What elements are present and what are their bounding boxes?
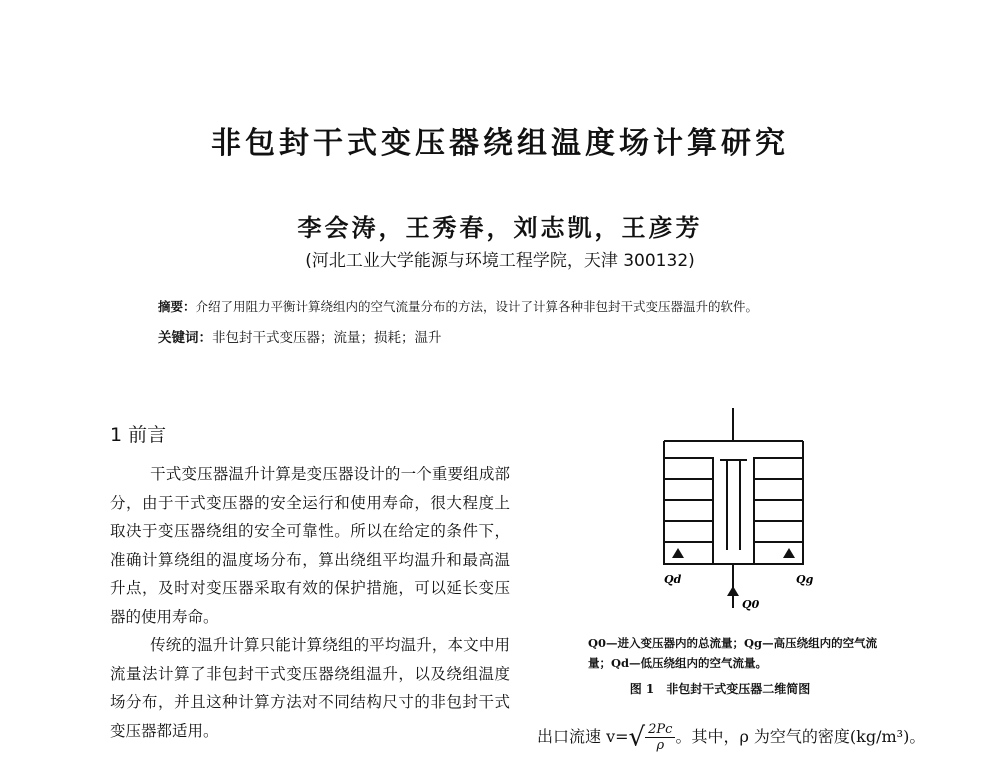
- transformer-diagram: [620, 408, 850, 613]
- label-qd: Qd: [664, 573, 682, 586]
- section-heading: 1 前言: [110, 424, 167, 446]
- paragraph-2: [110, 631, 510, 745]
- keywords-text: 非包封干式变压器；流量；损耗；温升: [212, 330, 442, 346]
- keywords: [158, 326, 442, 346]
- label-q0: Q0: [742, 598, 760, 611]
- formula-line: [537, 722, 925, 753]
- paper-title: 非包封干式变压器绕组温度场计算研究: [211, 126, 789, 161]
- arrow-qg: [783, 548, 795, 558]
- abstract-label: 摘要：: [158, 299, 196, 314]
- abstract: [158, 297, 758, 315]
- formula-denominator: ρ: [656, 738, 665, 753]
- keywords-label: 关键词：: [158, 330, 212, 346]
- figure-note: Q0—进入变压器内的总流量；Qg—高压绕组内的空气流量；Qd—低压绕组内的空气流量。: [588, 636, 878, 670]
- right-winding: [754, 458, 803, 564]
- formula-suffix: 。其中，ρ 为空气的密度(kg/m³)。: [675, 727, 926, 746]
- abstract-text: 介绍了用阻力平衡计算绕组内的空气流量分布的方法，设计了计算各种非包封干式变压器温升的软件。: [195, 299, 759, 314]
- sqrt-symbol: √: [628, 722, 646, 753]
- left-winding: [664, 458, 713, 564]
- formula-fraction: [645, 722, 675, 753]
- arrow-qd: [672, 548, 684, 558]
- label-qg: Qg: [796, 573, 814, 586]
- formula-numerator: 2Pc: [645, 722, 675, 738]
- arrow-q0: [727, 586, 739, 596]
- paragraph-2-text: 传统的温升计算只能计算绕组的平均温升，本文中用流量法计算了非包封干式变压器绕组温升，以及绕组温度场分布，并且这种计算方法对不同结构尺寸的非包封干式变压器都适用。: [110, 636, 510, 740]
- paragraph-1-text: 干式变压器温升计算是变压器设计的一个重要组成部分，由于干式变压器的安全运行和使用寿命，很大程度上取决于变压器绕组的安全可靠性。所以在给定的条件下，准确计算绕组的温度场分布，算出绕组平均温升和最高温升点，及时对变压器采取有效的保护措施，可以延长变压器的使用寿命。: [110, 465, 510, 626]
- paragraph-1: [110, 460, 510, 631]
- affiliation: (河北工业大学能源与环境工程学院，天津 300132): [305, 251, 695, 271]
- figure-caption: 图 1 非包封干式变压器二维简图: [629, 682, 811, 696]
- author-list: 李会涛，王秀春，刘志凯，王彦芳: [297, 213, 703, 242]
- formula-prefix: 出口流速 v=: [537, 727, 629, 746]
